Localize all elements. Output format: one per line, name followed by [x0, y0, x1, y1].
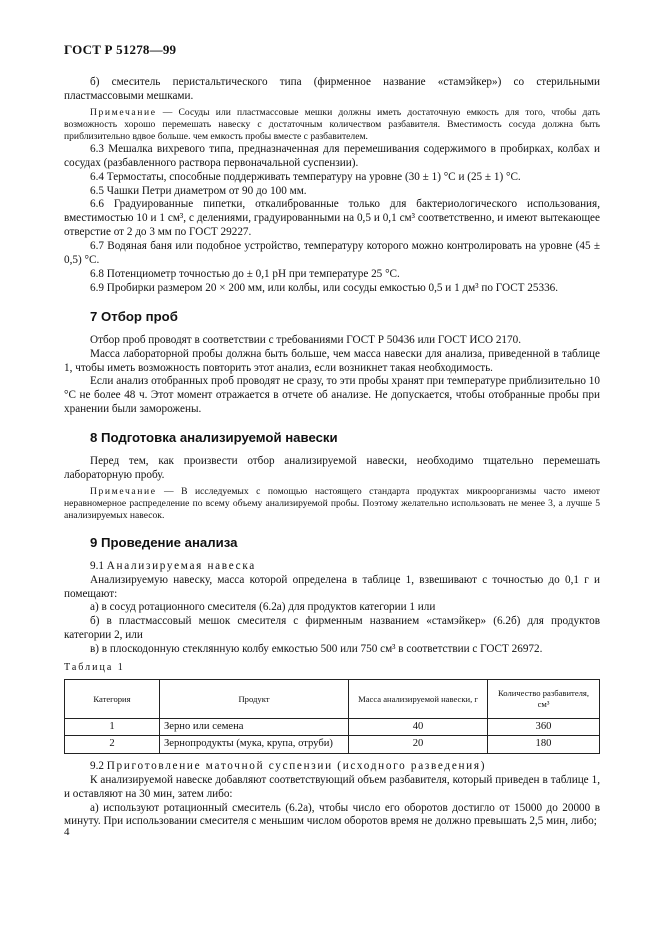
table-caption: Таблица 1	[64, 662, 125, 674]
table-1	[64, 679, 600, 754]
section-7-para-3: Если анализ отобранных проб проводят не сразу, то эти пробы хранят при температуре приблизительно 10 °С не более 48 ч. Этот момент отражается в отчете об анализе. Не допускается, чтобы отобранные пробы при хранении были заморожены.	[64, 375, 600, 416]
page-number: 4	[64, 826, 70, 838]
item-6-2b: б) смеситель перистальтического типа (фирменное название «стамэйкер») со стерильными пластмассовыми мешками.	[64, 76, 600, 102]
table-cell: 40	[349, 719, 488, 736]
note-label: Примечание	[90, 485, 157, 497]
section-7-para-2: Масса лабораторной пробы должна быть больше, чем масса навески для анализа, приведенной в таблице 1, чтобы иметь возможность повторить этот анализ, если возникнет такая необходимость.	[64, 347, 600, 374]
item-6-6: 6.6 Градуированные пипетки, откалиброванные только для бактериологического использования, вместимостью 10 и 1 см³, с делениями, градуированными на 0,5 и 0,1 см³ соответственно, и имеют вытекающее отверстие от 2 до 3 мм по ГОСТ 29227.	[64, 198, 600, 239]
subsection-9-2-text: К анализируемой навеске добавляют соответствующий объем разбавителя, который приведен в таблице 1, и оставляют на 30 мин, затем либо:	[64, 773, 600, 800]
section-8-title: 8 Подготовка анализируемой навески	[90, 430, 338, 446]
table-header: Категория	[65, 680, 160, 719]
table-row	[65, 719, 600, 736]
table-header: Количество разбавителя, см³	[488, 680, 600, 719]
table-cell: 360	[488, 719, 600, 736]
list-item-b: б) в пластмассовый мешок смесителя с фирменным названием «стамэйкер» (6.2б) для продуктов категории 2, или	[64, 615, 600, 642]
table-header: Масса анализируемой навески, г	[349, 680, 488, 719]
note-label: Примечание	[90, 106, 157, 118]
table-cell: Зерно или семена	[160, 719, 349, 736]
section-8-para: Перед тем, как произвести отбор анализируемой навески, необходимо тщательно перемешать лабораторную пробу.	[64, 455, 600, 481]
item-6-9: 6.9 Пробирки размером 20 × 200 мм, или колбы, или сосуды емкостью 0,5 и 1 дм³ по ГОСТ 25336.	[90, 281, 559, 294]
subsection-number: 9.2	[90, 759, 104, 772]
note-text: — Сосуды или пластмассовые мешки должны иметь достаточную емкость для того, чтобы дать возможность хорошо перемешать навеску с достаточным количеством разбавителя. Вместимость сосуда должна быть приблизительно вдвое больше. чем емкость пробы вместе с разбавителем.	[64, 106, 600, 142]
document-body	[64, 76, 600, 829]
section-9-title: 9 Проведение анализа	[90, 534, 238, 550]
table-row	[65, 736, 600, 753]
table-header-row	[65, 680, 600, 719]
subsection-9-2-heading	[64, 760, 600, 774]
subsection-9-1-text: Анализируемую навеску, масса которой определена в таблице 1, взвешивают с точностью до 0,1 г и помещают:	[64, 573, 600, 600]
subsection-title: Анализируемая навеска	[106, 559, 256, 572]
table-cell: 180	[488, 736, 600, 753]
item-6-4: 6.4 Термостаты, способные поддерживать температуру на уровне (30 ± 1) °С и (25 ± 1) °С.	[90, 170, 521, 183]
list-item-c: в) в плоскодонную стеклянную колбу емкостью 500 или 750 см³ в соответствии с ГОСТ 26972.	[90, 643, 543, 656]
note-6-2	[64, 107, 600, 143]
note-8	[64, 486, 600, 522]
item-6-7: 6.7 Водяная баня или подобное устройство, температуру которого можно контролировать на уровне (45 ± 0,5) °С.	[64, 240, 600, 267]
document-header: ГОСТ Р 51278—99	[64, 42, 177, 57]
table-cell: 1	[65, 719, 160, 736]
list-item-a: а) в сосуд ротационного смесителя (6.2а) для продуктов категории 1 или	[90, 601, 436, 614]
item-6-3: 6.3 Мешалка вихревого типа, предназначенная для перемешивания содержимого в пробирках, колбах и сосудах (разбавленного раствора первоначальной суспензии).	[64, 142, 600, 169]
subsection-number: 9.1	[90, 559, 104, 572]
subsection-9-2-item-a: а) используют ротационный смеситель (6.2а), чтобы число его оборотов достигло от 15000 до 20000 в минуту. При использовании смесителя с меньшим числом оборотов время не должно превышать 2,5 мин, либо;	[64, 801, 600, 828]
section-7-para-1: Отбор проб проводят в соответствии с требованиями ГОСТ Р 50436 или ГОСТ ИСО 2170.	[90, 333, 522, 346]
item-6-5: 6.5 Чашки Петри диаметром от 90 до 100 мм.	[90, 184, 307, 197]
table-cell: Зернопродукты (мука, крупа, отруби)	[160, 736, 349, 753]
table-header: Продукт	[160, 680, 349, 719]
table-cell: 2	[65, 736, 160, 753]
section-7-title: 7 Отбор проб	[90, 308, 178, 324]
subsection-title: Приготовление маточной суспензии (исходного разведения)	[106, 759, 487, 772]
item-6-8: 6.8 Потенциометр точностью до ± 0,1 pH при температуре 25 °С.	[90, 267, 400, 280]
note-text: — В исследуемых с помощью настоящего стандарта продуктах микроорганизмы часто имеют неравномерное распределение по всему объему анализируемой пробы. Поэтому желательно использовать не менее 3, а лучше 5 анализируемых навесок.	[64, 485, 600, 521]
subsection-9-1-heading	[64, 560, 600, 574]
table-cell: 20	[349, 736, 488, 753]
